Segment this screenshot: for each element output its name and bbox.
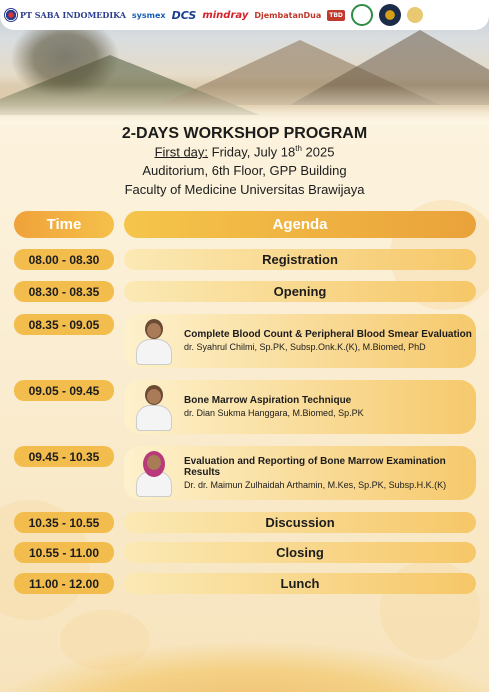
session-title: Bone Marrow Aspiration Technique (184, 395, 352, 406)
round-emblem-icon (351, 4, 373, 26)
dcs-logo (172, 9, 197, 22)
saba-logo-icon (4, 8, 18, 22)
agenda-item: Registration (124, 249, 476, 270)
agenda-item: Opening (124, 281, 476, 302)
university-emblem-icon (379, 4, 401, 26)
program-title: 2-DAYS WORKSHOP PROGRAM (121, 125, 368, 142)
speaker-name: dr. Syahrul Chilmi, Sp.PK, Subsp.Onk.K.(K), M.Biomed, PhD (184, 342, 426, 352)
time-slot: 11.00 - 12.00 (14, 573, 114, 594)
session-title: Complete Blood Count & Peripheral Blood Smear Evaluation (184, 329, 472, 340)
speaker-photo (132, 449, 176, 497)
time-slot: 10.55 - 11.00 (14, 542, 114, 563)
sysmex-logo (132, 11, 166, 20)
speaker-name: Dr. dr. Maimun Zulhaidah Arthamin, M.Kes, Sp.PK, Subsp.H.K.(K) (184, 479, 447, 490)
djembatan-logo-text: DjembatanDua (254, 10, 322, 20)
footer-wave (0, 640, 489, 692)
agenda-card (124, 446, 476, 500)
djembatan-dua-logo (254, 11, 321, 20)
time-slot: 08.35 - 09.05 (14, 314, 114, 335)
saba-logo (4, 8, 126, 22)
dcs-logo-text: DCS (171, 8, 197, 22)
time-slot: 08.00 - 08.30 (14, 249, 114, 270)
date-sup: th (295, 144, 302, 153)
small-emblem-icon (407, 7, 423, 23)
sysmex-logo-text: sysmex (131, 10, 166, 20)
agenda-item: Discussion (124, 512, 476, 533)
speaker-photo (132, 383, 176, 431)
time-header: Time (14, 211, 114, 238)
agenda-header: Agenda (124, 211, 476, 238)
agenda-card (124, 314, 476, 368)
date-prefix: Friday, July 18 (208, 144, 296, 160)
session-title: Evaluation and Reporting of Bone Marrow Examination Results (184, 455, 446, 478)
speaker-name: dr. Dian Sukma Hanggara, M.Biomed, Sp.PK (184, 408, 364, 418)
mindray-logo-text: mindray (202, 9, 249, 21)
saba-logo-text: PT SABA INDOMEDIKA (20, 10, 126, 20)
mindray-logo (202, 10, 248, 21)
first-day-label: First day: (154, 144, 209, 160)
date-suffix: 2025 (301, 144, 335, 160)
location-line: Auditorium, 6th Floor, GPP Building (142, 163, 347, 178)
date-line (0, 144, 489, 159)
sponsor-bar (0, 0, 489, 30)
speaker-photo (132, 317, 176, 365)
time-slot: 09.05 - 09.45 (14, 380, 114, 401)
time-slot: 09.45 - 10.35 (14, 446, 114, 467)
agenda-item: Closing (124, 542, 476, 563)
agenda-card (124, 380, 476, 434)
faculty-line: Faculty of Medicine Universitas Brawijaya (124, 182, 365, 197)
time-slot: 10.35 - 10.55 (14, 512, 114, 533)
tbd-logo (327, 10, 345, 21)
time-slot: 08.30 - 08.35 (14, 281, 114, 302)
tbd-logo-text: TBD (329, 11, 343, 19)
agenda-item: Lunch (124, 573, 476, 594)
